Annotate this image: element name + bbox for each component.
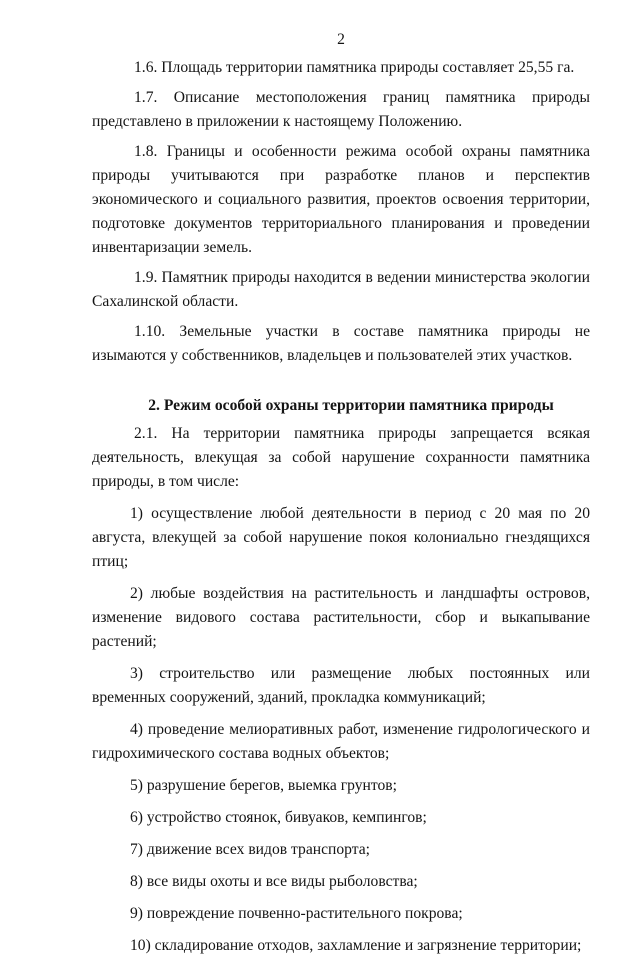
paragraph-1-10: 1.10. Земельные участки в составе памятника природы не изымаются у собственников, владельцев и пользователей этих участков. xyxy=(92,323,590,364)
list-item: 3) строительство или размещение любых постоянных или временных сооружений, зданий, прокладка коммуникаций; xyxy=(92,665,590,706)
list-item: 7) движение всех видов транспорта; xyxy=(130,841,371,858)
paragraph-1-6: 1.6. Площадь территории памятника природы составляет 25,55 га. xyxy=(134,59,575,76)
paragraph-2-1: 2.1. На территории памятника природы запрещается всякая деятельность, влекущая за собой нарушение сохранности памятника природы, в том числе: xyxy=(92,425,590,490)
list-item: 1) осуществление любой деятельности в период с 20 мая по 20 августа, влекущей за собой нарушение покоя колониально гнездящихся птиц; xyxy=(92,505,590,570)
list-item: 10) складирование отходов, захламление и загрязнение территории; xyxy=(130,937,582,954)
list-item: 5) разрушение берегов, выемка грунтов; xyxy=(130,777,397,794)
paragraph-1-9: 1.9. Памятник природы находится в ведении министерства экологии Сахалинской области. xyxy=(92,269,590,310)
paragraph-1-8: 1.8. Границы и особенности режима особой охраны памятника природы учитываются при разработке планов и перспектив экономического и социального развития, проектов освоения территории, подготовке документов территориального планирования и проведении инвентаризации земель. xyxy=(92,143,590,256)
page-number: 2 xyxy=(337,31,345,48)
list-item: 4) проведение мелиоративных работ, изменение гидрологического и гидрохимического состава водных объектов; xyxy=(92,721,590,762)
list-item: 2) любые воздействия на растительность и ландшафты островов, изменение видового состава растительности, сбор и выкапывание растений; xyxy=(92,585,590,650)
list-item: 8) все виды охоты и все виды рыболовства; xyxy=(130,873,418,890)
section-heading: 2. Режим особой охраны территории памятника природы xyxy=(148,397,554,414)
paragraph-1-7: 1.7. Описание местоположения границ памятника природы представлено в приложении к настоящему Положению. xyxy=(92,89,590,130)
list-item: 6) устройство стоянок, бивуаков, кемпингов; xyxy=(130,809,427,826)
list-item: 9) повреждение почвенно-растительного покрова; xyxy=(130,905,463,922)
